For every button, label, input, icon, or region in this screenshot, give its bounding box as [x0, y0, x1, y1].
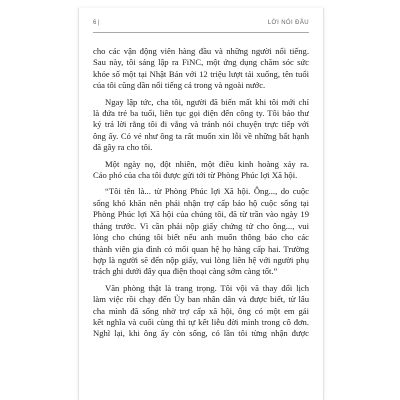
text-line: khỏe số một tại Nhật Bản với 12 triệu lượt tải xuống, tên tuổi	[93, 68, 309, 79]
text-line: Nghĩ lại, khi ông ấy còn sống, có lần tôi từng nhận được	[93, 328, 309, 339]
page-number: 6	[93, 20, 97, 26]
text-line: tháng trước. Vì cần phải nộp giấy chứng tử cho ông..., vui	[93, 220, 309, 231]
text-line: Một ngày nọ, đột nhiên, một điều kinh hoàng xảy ra.	[105, 158, 309, 169]
text-line: kết nghĩa và cuối cùng thì tự kết liễu đời mình trong cô đơn.	[93, 316, 309, 327]
paragraph	[93, 283, 309, 340]
text-line: trách ghi dưới đây qua điện thoại càng sớm càng tốt.”	[93, 266, 278, 277]
text-line: ông ấy. Có vẻ như ông ta rất muốn xin lỗi về những bất hạnh	[93, 130, 309, 141]
paragraph	[93, 159, 309, 182]
text-line: cha mình đã sống nhờ trợ cấp xã hội, ông có một em gái	[93, 305, 309, 316]
text-line: Ngay lập tức, cha tôi, người đã biến mất khi tôi mới chỉ	[105, 96, 309, 107]
text-line: cho các vận động viên hàng đầu và những người nổi tiếng.	[93, 46, 309, 56]
text-line: “Tôi tên là... từ Phòng Phúc lợi Xã hội. Ông..., do cuộc	[105, 186, 309, 197]
text-line: lòng cho chúng tôi biết nếu anh muốn thông báo cho các	[93, 232, 309, 243]
book-page	[78, 8, 324, 400]
text-line: ký trả lời rằng tôi đi vắng và tránh nói chuyện trực tiếp với	[93, 119, 309, 130]
text-line: sống khó khăn nên phải nhận trợ cấp bảo hộ cuộc sống tại	[93, 197, 309, 208]
text-line: Văn phòng thật là trang trọng. Tôi vội vã thay đổi lịch	[105, 282, 309, 293]
page-number-group	[93, 20, 100, 26]
text-line: hợp là người sẽ đến nộp giấy, vui lòng liên hệ với người phụ	[93, 254, 309, 265]
chapter-title: LỜI NÓI ĐẦU	[267, 20, 309, 26]
text-line: Sau này, tôi sáng lập ra FiNC, một ứng dụng chăm sóc sức	[93, 57, 309, 68]
text-line: đã gây ra cho tôi.	[93, 142, 153, 153]
text-line: thành viên gia đình có mối quan hệ họ hàng cấp hai. Trường	[93, 243, 309, 254]
paragraph	[93, 97, 309, 154]
text-line: của tôi cũng dần nổi tiếng cả trong và ngoài nước.	[93, 80, 266, 91]
running-head	[93, 16, 309, 30]
text-line: Cáo phó của cha tôi được gửi tới từ Phòng Phúc lợi Xã hội.	[93, 170, 298, 181]
paragraph	[93, 186, 309, 277]
text-line: Phòng Phúc lợi Xã hội của chúng tôi, đã từ trần vào ngày 19	[93, 209, 309, 220]
header-rule	[93, 32, 309, 33]
text-line: là đứa trẻ ba tuổi, liên tục gọi điện đến công ty. Tôi bảo thư	[93, 108, 309, 119]
paragraph	[93, 46, 309, 92]
text-line: làm việc rồi chạy đến Ủy ban nhân dân và được biết, từ lâu	[93, 294, 309, 305]
header-separator: |	[98, 20, 100, 26]
body-text	[93, 46, 309, 340]
